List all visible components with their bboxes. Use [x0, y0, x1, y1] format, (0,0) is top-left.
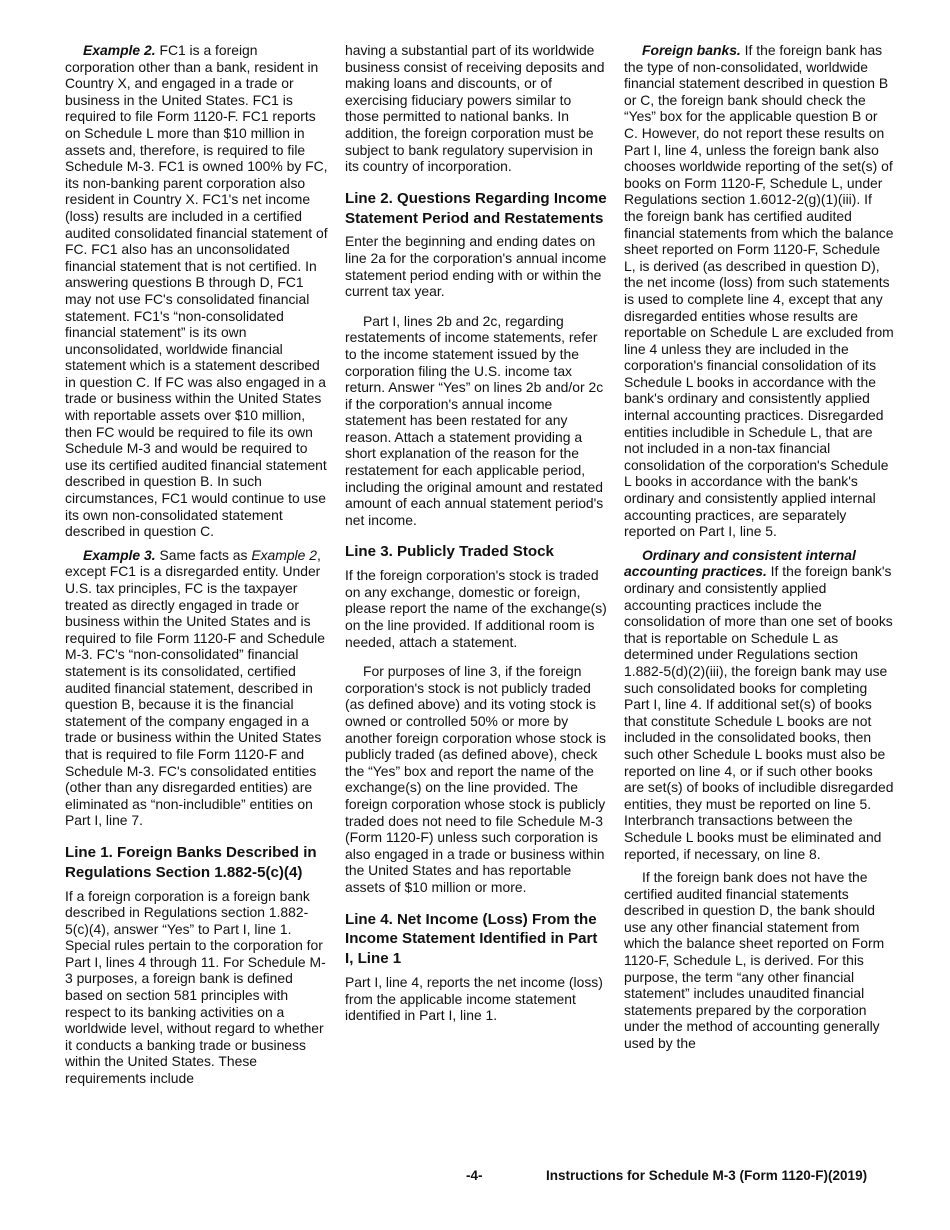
foreign-banks-label: Foreign banks.: [642, 42, 741, 58]
example-2-text: FC1 is a foreign corporation other than a bank, resident in Country X, and engaged in a trade or business in the United States. FC1 is required to file Form 1120-F. FC1 reports on Schedule L more than $10 million in assets and, therefore, is required to file Schedule M-3. FC1 is owned 100% by FC, its non-banking parent corporation also resident in Country X. FC1's net income (loss) results are included in a certified audited consolidated financial statement of FC. FC1 also has an unconsolidated financial statement that is not certified. In answering questions B through D, FC1 may not use FC's consolidated financial statement. FC1's “non-consolidated financial statement” is its own unconsolidated, worldwide financial statement which is a statement described in question C. If FC was also engaged in a trade or business within the United States with reportable assets over $10 million, then FC would be required to file its own Schedule M-3 and would be required to use its certified audited financial statement described in question B. In such circumstances, FC1 would continue to use its own non-consolidated statement described in question C.: [65, 42, 328, 540]
line-1-paragraph: If a foreign corporation is a foreign bank described in Regulations section 1.882-5(c)(4), answer “Yes” to Part I, line 1. Special rules pertain to the corporation for Part I, lines 4 through 11. For Schedule M-3 purposes, a foreign bank is defined based on section 581 principles with respect to its banking activities on a worldwide level, without regard to whether it conducts a banking trade or business within the United States. These requirements include: [65, 887, 326, 1087]
line-3-paragraph-1: If the foreign corporation's stock is traded on any exchange, domestic or foreign, please report the name of the exchange(s) on the line provided. If additional room is needed, attach a statement.: [345, 567, 607, 650]
ordinary-consistent-label: Ordinary and consistent internal accounting practices.: [624, 546, 856, 580]
line-4-paragraph-1: Part I, line 4, reports the net income (loss) from the applicable income statement identified in Part I, line 1.: [345, 973, 603, 1024]
continued-paragraph: having a substantial part of its worldwide business consist of receiving deposits and making loans and discounts, or of exercising fiduciary powers similar to those permitted to national banks. In addition, the foreign corporation must be subject to bank regulatory supervision in its country of incorporation.: [345, 42, 605, 175]
example-3-paragraph: [65, 547, 330, 829]
footer-document-title: Instructions for Schedule M-3 (Form 1120-F)(2019): [546, 1168, 868, 1183]
no-certified-statements-paragraph: If the foreign bank does not have the certified audited financial statements described in question D, the bank should use any other financial statement from which the balance sheet reported on Form 1120-F, Schedule L, is derived. For this purpose, the term “any other financial statement” includes unaudited financial statements prepared by the corporation under the method of accounting generally used by the: [624, 869, 885, 1052]
ordinary-consistent-text: If the foreign bank's ordinary and consistently applied accounting practices include the consolidation of more than one set of books that is reportable on Schedule L as determined under Regulations section 1.882-5(d)(2)(iii), the foreign bank may use such consolidated books for completing Part I, line 4. If additional set(s) of books that constitute Schedule L books are not included in the consolidated books, then such other Schedule L books must also be reported on line 4, or if such other books are set(s) of books of includible disregarded entities, they must be reported on line 5. Interbranch transactions between the Schedule L books must be eliminated and reported, if necessary, on line 8.: [624, 563, 894, 862]
foreign-banks-paragraph: [624, 42, 894, 540]
foreign-banks-text: If the foreign bank has the type of non-consolidated, worldwide financial statement described in question B or C, the foreign bank should check the “Yes” box for the applicable question B or C. However, do not report these results on Part I, line 4, unless the foreign bank also chooses worldwide reporting of the set(s) of books on Form 1120-F, Schedule L, under Regulations section 1.6012-2(g)(1)(iii). If the foreign bank has certified audited financial statements from which the balance sheet reported on Form 1120-F, Schedule L, is derived (as described in question D), the net income (loss) from such statements is used to complete line 4, except that any disregarded entities whose results are reportable on Schedule L are excluded from line 4 unless they are included in the corporation's financial consolidation of its Schedule L books in accordance with the bank's ordinary and consistently applied internal accounting practices. Disregarded entities includible in Schedule L, that are not included in a non-tax financial consolidation of the corporation's Schedule L books in accordance with the bank's ordinary and consistently applied internal accounting practices, are separately reported on Part I, line 5.: [624, 42, 894, 540]
example-3-text-end: , except FC1 is a disregarded entity. Under U.S. tax principles, FC is the taxpayer treated as directly engaged in trade or business within the United States and is required to file Form 1120-F and Schedule M-3. FC's “non-consolidated” financial statement is its consolidated, certified audited financial statement, described in question B, because it is the financial statement of the company engaged in a trade or business within the United States that is required to file Form 1120-F and Schedule M-3. FC's consolidated entities (other than any disregarded entities) are eliminated as “non-includible” entities on Part I, line 7.: [65, 546, 325, 829]
example-3-label: Example 3.: [83, 546, 156, 563]
column-right: [624, 42, 894, 1059]
example-3-text-start: Same facts as: [155, 546, 252, 563]
ordinary-consistent-paragraph: [624, 547, 894, 862]
column-left: [65, 42, 330, 1094]
line-4-heading: Line 4. Net Income (Loss) From the Income Statement Identified in Part I, Line 1: [345, 910, 598, 968]
line-3-paragraph-2: For purposes of line 3, if the foreign corporation's stock is not publicly traded (as defined above) and its voting stock is owned or controlled 50% or more by another foreign corporation whose stock is publicly traded (as defined above), check the “Yes” box and report the name of the exchange(s) on the line provided. The foreign corporation whose stock is publicly traded does not need to file Schedule M-3 (Form 1120-F) unless such corporation is also engaged in a trade or business within the United States and has reportable assets of $10 million or more.: [345, 663, 606, 895]
line-1-heading: Line 1. Foreign Banks Described in Regulations Section 1.882-5(c)(4): [65, 843, 317, 881]
column-middle: [345, 42, 608, 1031]
line-2-heading: Line 2. Questions Regarding Income Statement Period and Restatements: [345, 189, 607, 227]
example-3-reference: Example 2: [251, 546, 317, 563]
example-2-label: Example 2.: [83, 42, 156, 58]
line-2-paragraph-2: Part I, lines 2b and 2c, regarding restatements of income statements, refer to the income statement issued by the corporation filing the U.S. income tax return. Answer “Yes” on lines 2b and/or 2c if the corporation's annual income statement has been restated for any reason. Attach a statement providing a short explanation of the reason for the restatement for each applicable period, including the original amount and restated amount of each annual statement period's net income.: [345, 312, 604, 528]
line-2-paragraph-1: Enter the beginning and ending dates on line 2a for the corporation's annual income statement period ending with or within the current tax year.: [345, 233, 607, 300]
line-3-heading: Line 3. Publicly Traded Stock: [345, 543, 554, 561]
page-number: -4-: [466, 1168, 483, 1183]
example-2-paragraph: [65, 42, 330, 540]
